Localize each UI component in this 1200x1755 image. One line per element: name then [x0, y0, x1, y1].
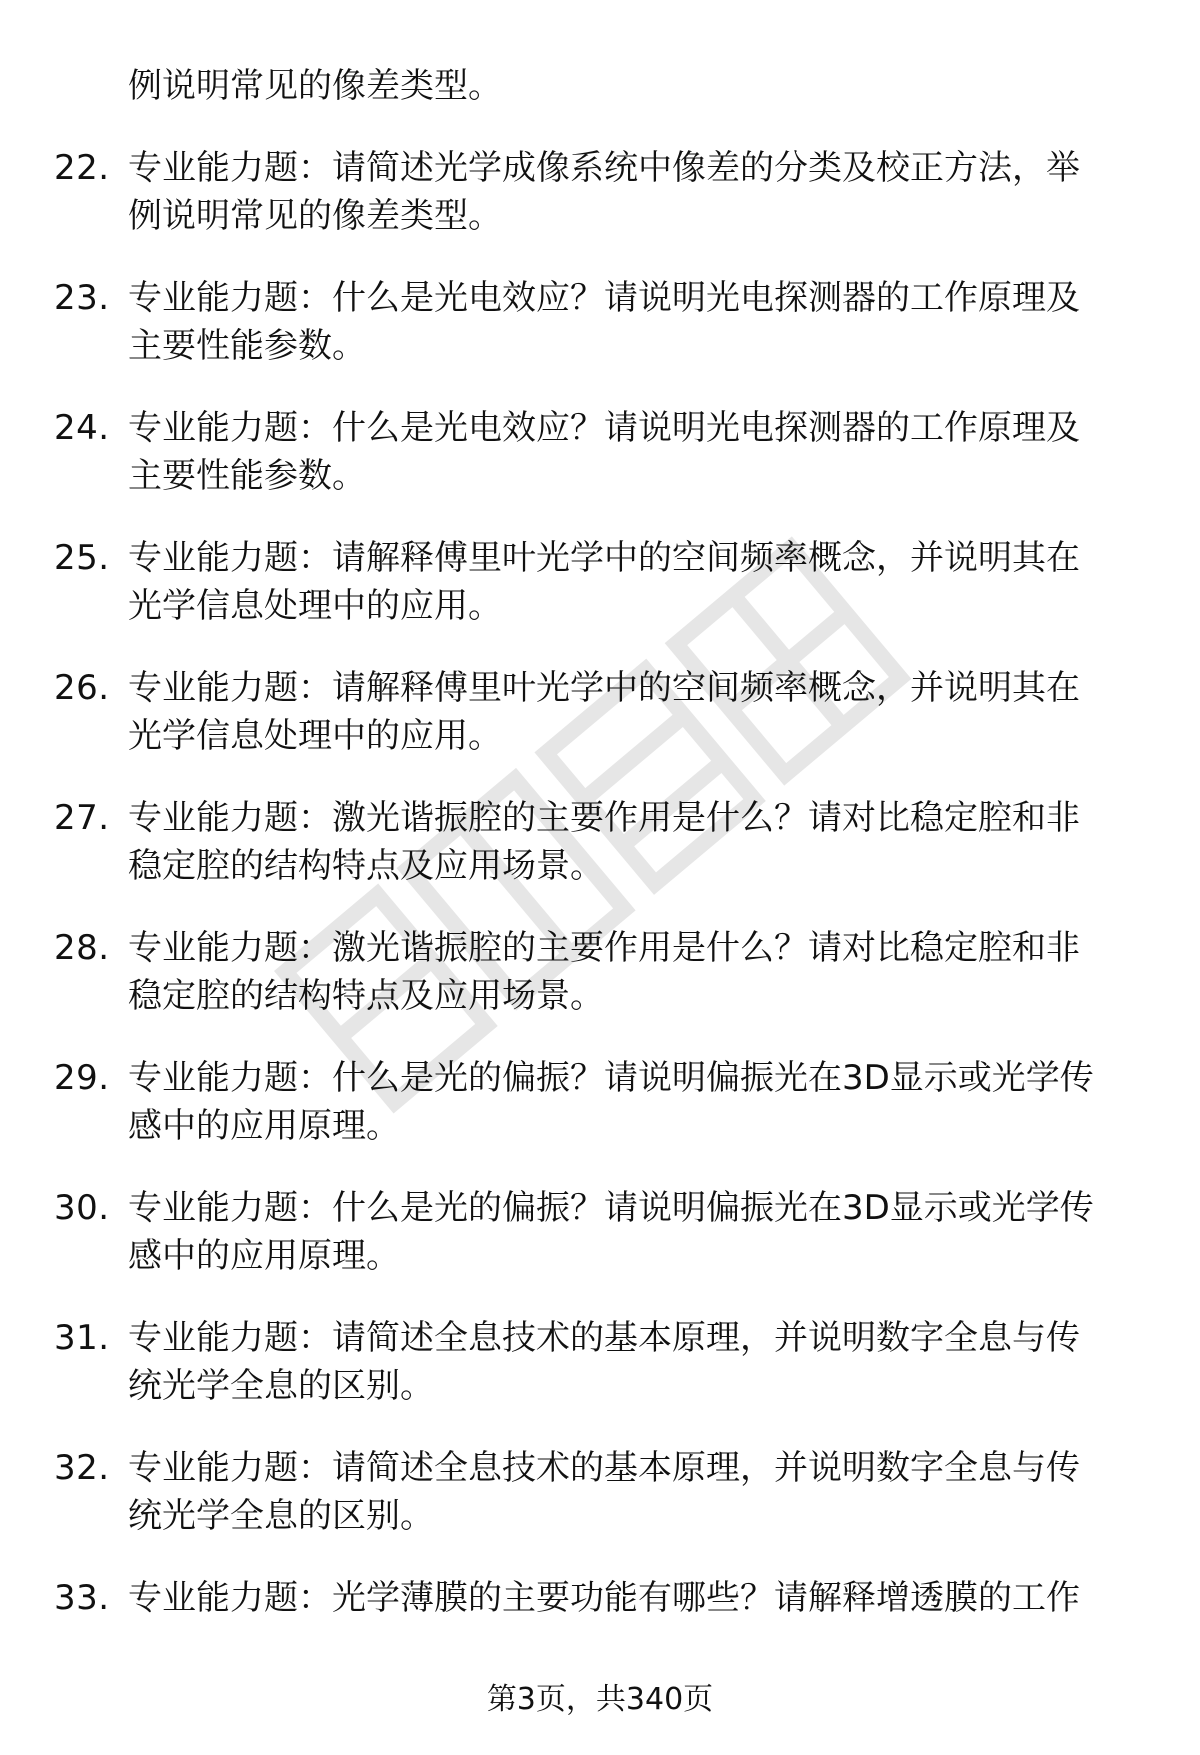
list-item — [0, 794, 1200, 890]
list-item — [0, 1574, 1200, 1622]
question-text-line: 专业能力题：请解释傅里叶光学中的空间频率概念，并说明其在 — [128, 538, 1080, 578]
question-number: 24. — [54, 408, 110, 448]
question-number: 32. — [54, 1448, 110, 1488]
question-text-line: 光学信息处理中的应用。 — [128, 716, 502, 756]
question-text-line: 感中的应用原理。 — [128, 1106, 400, 1146]
question-text-line: 专业能力题：什么是光的偏振？请说明偏振光在3D显示或光学传 — [128, 1188, 1094, 1228]
question-text-line: 主要性能参数。 — [128, 456, 366, 496]
list-item — [0, 62, 1200, 110]
question-text-line: 专业能力题：请简述全息技术的基本原理，并说明数字全息与传 — [128, 1318, 1080, 1358]
list-item — [0, 1054, 1200, 1150]
list-item — [0, 1444, 1200, 1540]
list-item — [0, 1314, 1200, 1410]
question-text-line: 专业能力题：什么是光的偏振？请说明偏振光在3D显示或光学传 — [128, 1058, 1094, 1098]
list-item — [0, 1184, 1200, 1280]
question-text-line: 专业能力题：请简述全息技术的基本原理，并说明数字全息与传 — [128, 1448, 1080, 1488]
list-item — [0, 404, 1200, 500]
question-number: 26. — [54, 668, 110, 708]
question-text-line: 感中的应用原理。 — [128, 1236, 400, 1276]
question-list — [0, 62, 1200, 1656]
question-number: 29. — [54, 1058, 110, 1098]
list-item — [0, 924, 1200, 1020]
question-text-line: 统光学全息的区别。 — [128, 1366, 434, 1406]
question-text-line: 专业能力题：光学薄膜的主要功能有哪些？请解释增透膜的工作 — [128, 1578, 1080, 1618]
question-number: 31. — [54, 1318, 110, 1358]
page-footer: 第3页，共340页 — [486, 1682, 714, 1717]
question-text-line: 例说明常见的像差类型。 — [128, 66, 502, 106]
question-text-line: 稳定腔的结构特点及应用场景。 — [128, 846, 604, 886]
list-item — [0, 274, 1200, 370]
question-text-line: 专业能力题：什么是光电效应？请说明光电探测器的工作原理及 — [128, 278, 1080, 318]
question-text-line: 例说明常见的像差类型。 — [128, 196, 502, 236]
question-text-line: 专业能力题：激光谐振腔的主要作用是什么？请对比稳定腔和非 — [128, 928, 1080, 968]
question-text-line: 专业能力题：激光谐振腔的主要作用是什么？请对比稳定腔和非 — [128, 798, 1080, 838]
question-number: 25. — [54, 538, 110, 578]
question-text-line: 主要性能参数。 — [128, 326, 366, 366]
question-text-line: 统光学全息的区别。 — [128, 1496, 434, 1536]
question-text-line: 专业能力题：什么是光电效应？请说明光电探测器的工作原理及 — [128, 408, 1080, 448]
list-item — [0, 144, 1200, 240]
list-item — [0, 534, 1200, 630]
question-text-line: 光学信息处理中的应用。 — [128, 586, 502, 626]
question-text-line: 专业能力题：请解释傅里叶光学中的空间频率概念，并说明其在 — [128, 668, 1080, 708]
question-text-line: 稳定腔的结构特点及应用场景。 — [128, 976, 604, 1016]
question-number: 28. — [54, 928, 110, 968]
question-number: 22. — [54, 148, 110, 188]
list-item — [0, 664, 1200, 760]
question-number: 23. — [54, 278, 110, 318]
question-number: 30. — [54, 1188, 110, 1228]
question-number: 33. — [54, 1578, 110, 1618]
question-number: 27. — [54, 798, 110, 838]
question-text-line: 专业能力题：请简述光学成像系统中像差的分类及校正方法，举 — [128, 148, 1080, 188]
